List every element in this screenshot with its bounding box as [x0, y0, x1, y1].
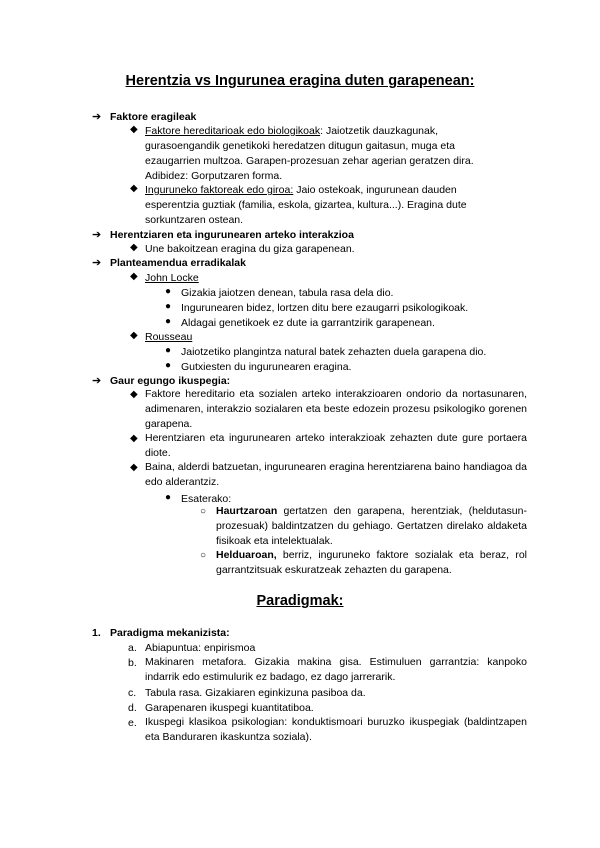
list-number: 1.: [92, 627, 101, 639]
person-name: John Locke: [145, 272, 199, 284]
arrow-bullet-icon: ➔: [92, 229, 102, 241]
arrow-bullet-icon: ➔: [92, 111, 102, 123]
paradigm-heading: Paradigma mekanizista:: [110, 627, 230, 639]
item-text: Adibidez: Gorputzaren forma.: [145, 170, 283, 182]
diamond-bullet-icon: ◆: [130, 462, 138, 473]
item-text: gurasoengandik genetikoki heredatzen ditugun gaitasun, muga eta: [145, 140, 455, 152]
item-text: Garapenaren ikuspegi kuantitatiboa.: [145, 702, 314, 714]
item-text: Gutxiesten du ingurunearen eragina.: [181, 361, 352, 373]
diamond-bullet-icon: ◆: [130, 330, 138, 341]
section-heading: Gaur egungo ikuspegia:: [110, 375, 231, 387]
dot-bullet-icon: ●: [165, 492, 172, 503]
item-text: ezaugarrien multzoa. Garapen-prozesuan zehar agerian geratzen dira.: [145, 155, 474, 167]
list-item: [216, 548, 527, 578]
page-title: Herentzia vs Ingurunea eragina duten garapenean:: [125, 73, 475, 89]
list-item: [216, 504, 527, 549]
diamond-bullet-icon: ◆: [130, 124, 138, 135]
section-heading: Faktore eragileak: [110, 111, 197, 123]
list-marker: a.: [128, 642, 137, 654]
item-text: Baina, alderdi batzuetan, ingurunearen eragina herentziarena baino handiagoa da edo alderantziz.: [145, 461, 527, 488]
dot-bullet-icon: ●: [165, 286, 172, 297]
item-text: Une bakoitzean eragina du giza garapenean.: [145, 243, 355, 255]
list-marker: c.: [128, 687, 137, 699]
item-text: Gizakia jaiotzen denean, tabula rasa dela dio.: [181, 287, 394, 299]
diamond-bullet-icon: ◆: [130, 271, 138, 282]
term-label: Faktore hereditarioak edo biologikoak: [145, 125, 321, 137]
item-text: Faktore hereditario eta sozialen arteko interakzioaren ondorio da nortasunaren, adimenaren, interakzio sozialaren eta beste edozein prozesu psikologiko gorenen garapena.: [145, 388, 527, 430]
item-text: esperentzia guztiak (familia, eskola, gizartea, kultura...). Eragina dute: [145, 199, 467, 211]
item-text: Makinaren metafora. Gizakia makina gisa. Estimuluen garrantzia: kanpoko indarrik edo estimulurik ez badago, ez dago jarrerarik.: [145, 656, 527, 683]
item-text: Tabula rasa. Gizakiaren eginkizuna pasiboa da.: [145, 687, 366, 699]
emphasis-text: Helduaroan,: [216, 549, 277, 561]
list-marker: b.: [128, 657, 137, 669]
list-item: [145, 124, 438, 138]
item-text: berriz, inguruneko faktore sozialak eta beraz, rol garrantzitsuak eskuratzeak zehazten du garapena.: [216, 549, 527, 576]
section-title: Paradigmak:: [256, 593, 344, 609]
list-marker: e.: [128, 717, 137, 729]
section-heading: Planteamendua erradikalak: [110, 257, 246, 269]
diamond-bullet-icon: ◆: [130, 433, 138, 444]
emphasis-text: Haurtzaroan: [216, 505, 278, 517]
item-text: Herentziaren eta ingurunearen arteko interakzioak zehazten dute gure portaera diote.: [145, 432, 527, 459]
diamond-bullet-icon: ◆: [130, 242, 138, 253]
section-heading: Herentziaren eta ingurunearen arteko interakzioa: [110, 229, 354, 241]
person-name: Rousseau: [145, 331, 193, 343]
dot-bullet-icon: ●: [165, 316, 172, 327]
item-text: : Jaiotzetik dauzkagunak,: [320, 125, 439, 137]
item-text: Aldagai genetikoek ez dute ia garrantzirik garapenean.: [181, 317, 435, 329]
list-item: [145, 183, 457, 197]
circle-bullet-icon: ○: [200, 506, 207, 517]
list-marker: d.: [128, 702, 137, 714]
diamond-bullet-icon: ◆: [130, 183, 138, 194]
diamond-bullet-icon: ◆: [130, 389, 138, 400]
term-label: Inguruneko faktoreak edo giroa:: [145, 184, 294, 196]
circle-bullet-icon: ○: [200, 550, 207, 561]
arrow-bullet-icon: ➔: [92, 257, 102, 269]
arrow-bullet-icon: ➔: [92, 375, 102, 387]
item-text: Abiapuntua: enpirismoa: [145, 642, 256, 654]
item-text: gertatzen den garapena, herentziak, (heldutasun-prozesuak) baldintzatzen du gehiago. Gertatzen direlako aldaketa fisikoak eta intelektualak.: [216, 505, 527, 547]
dot-bullet-icon: ●: [165, 301, 172, 312]
item-text: Jaiotzetiko plangintza natural batek zehazten duela garapena dio.: [181, 346, 487, 358]
item-text: sorkuntzaren ostean.: [145, 214, 244, 226]
dot-bullet-icon: ●: [165, 345, 172, 356]
item-text: Esaterako:: [181, 493, 232, 505]
item-text: Ikuspegi klasikoa psikologian: konduktismoari buruzko ikuspegiak (baldintzapen eta Banduraren ikaskuntza soziala).: [145, 716, 527, 743]
item-text: Jaio ostekoak, ingurunean dauden: [293, 184, 457, 196]
item-text: Ingurunearen bidez, lortzen ditu bere ezaugarri psikologikoak.: [181, 302, 469, 314]
dot-bullet-icon: ●: [165, 360, 172, 371]
